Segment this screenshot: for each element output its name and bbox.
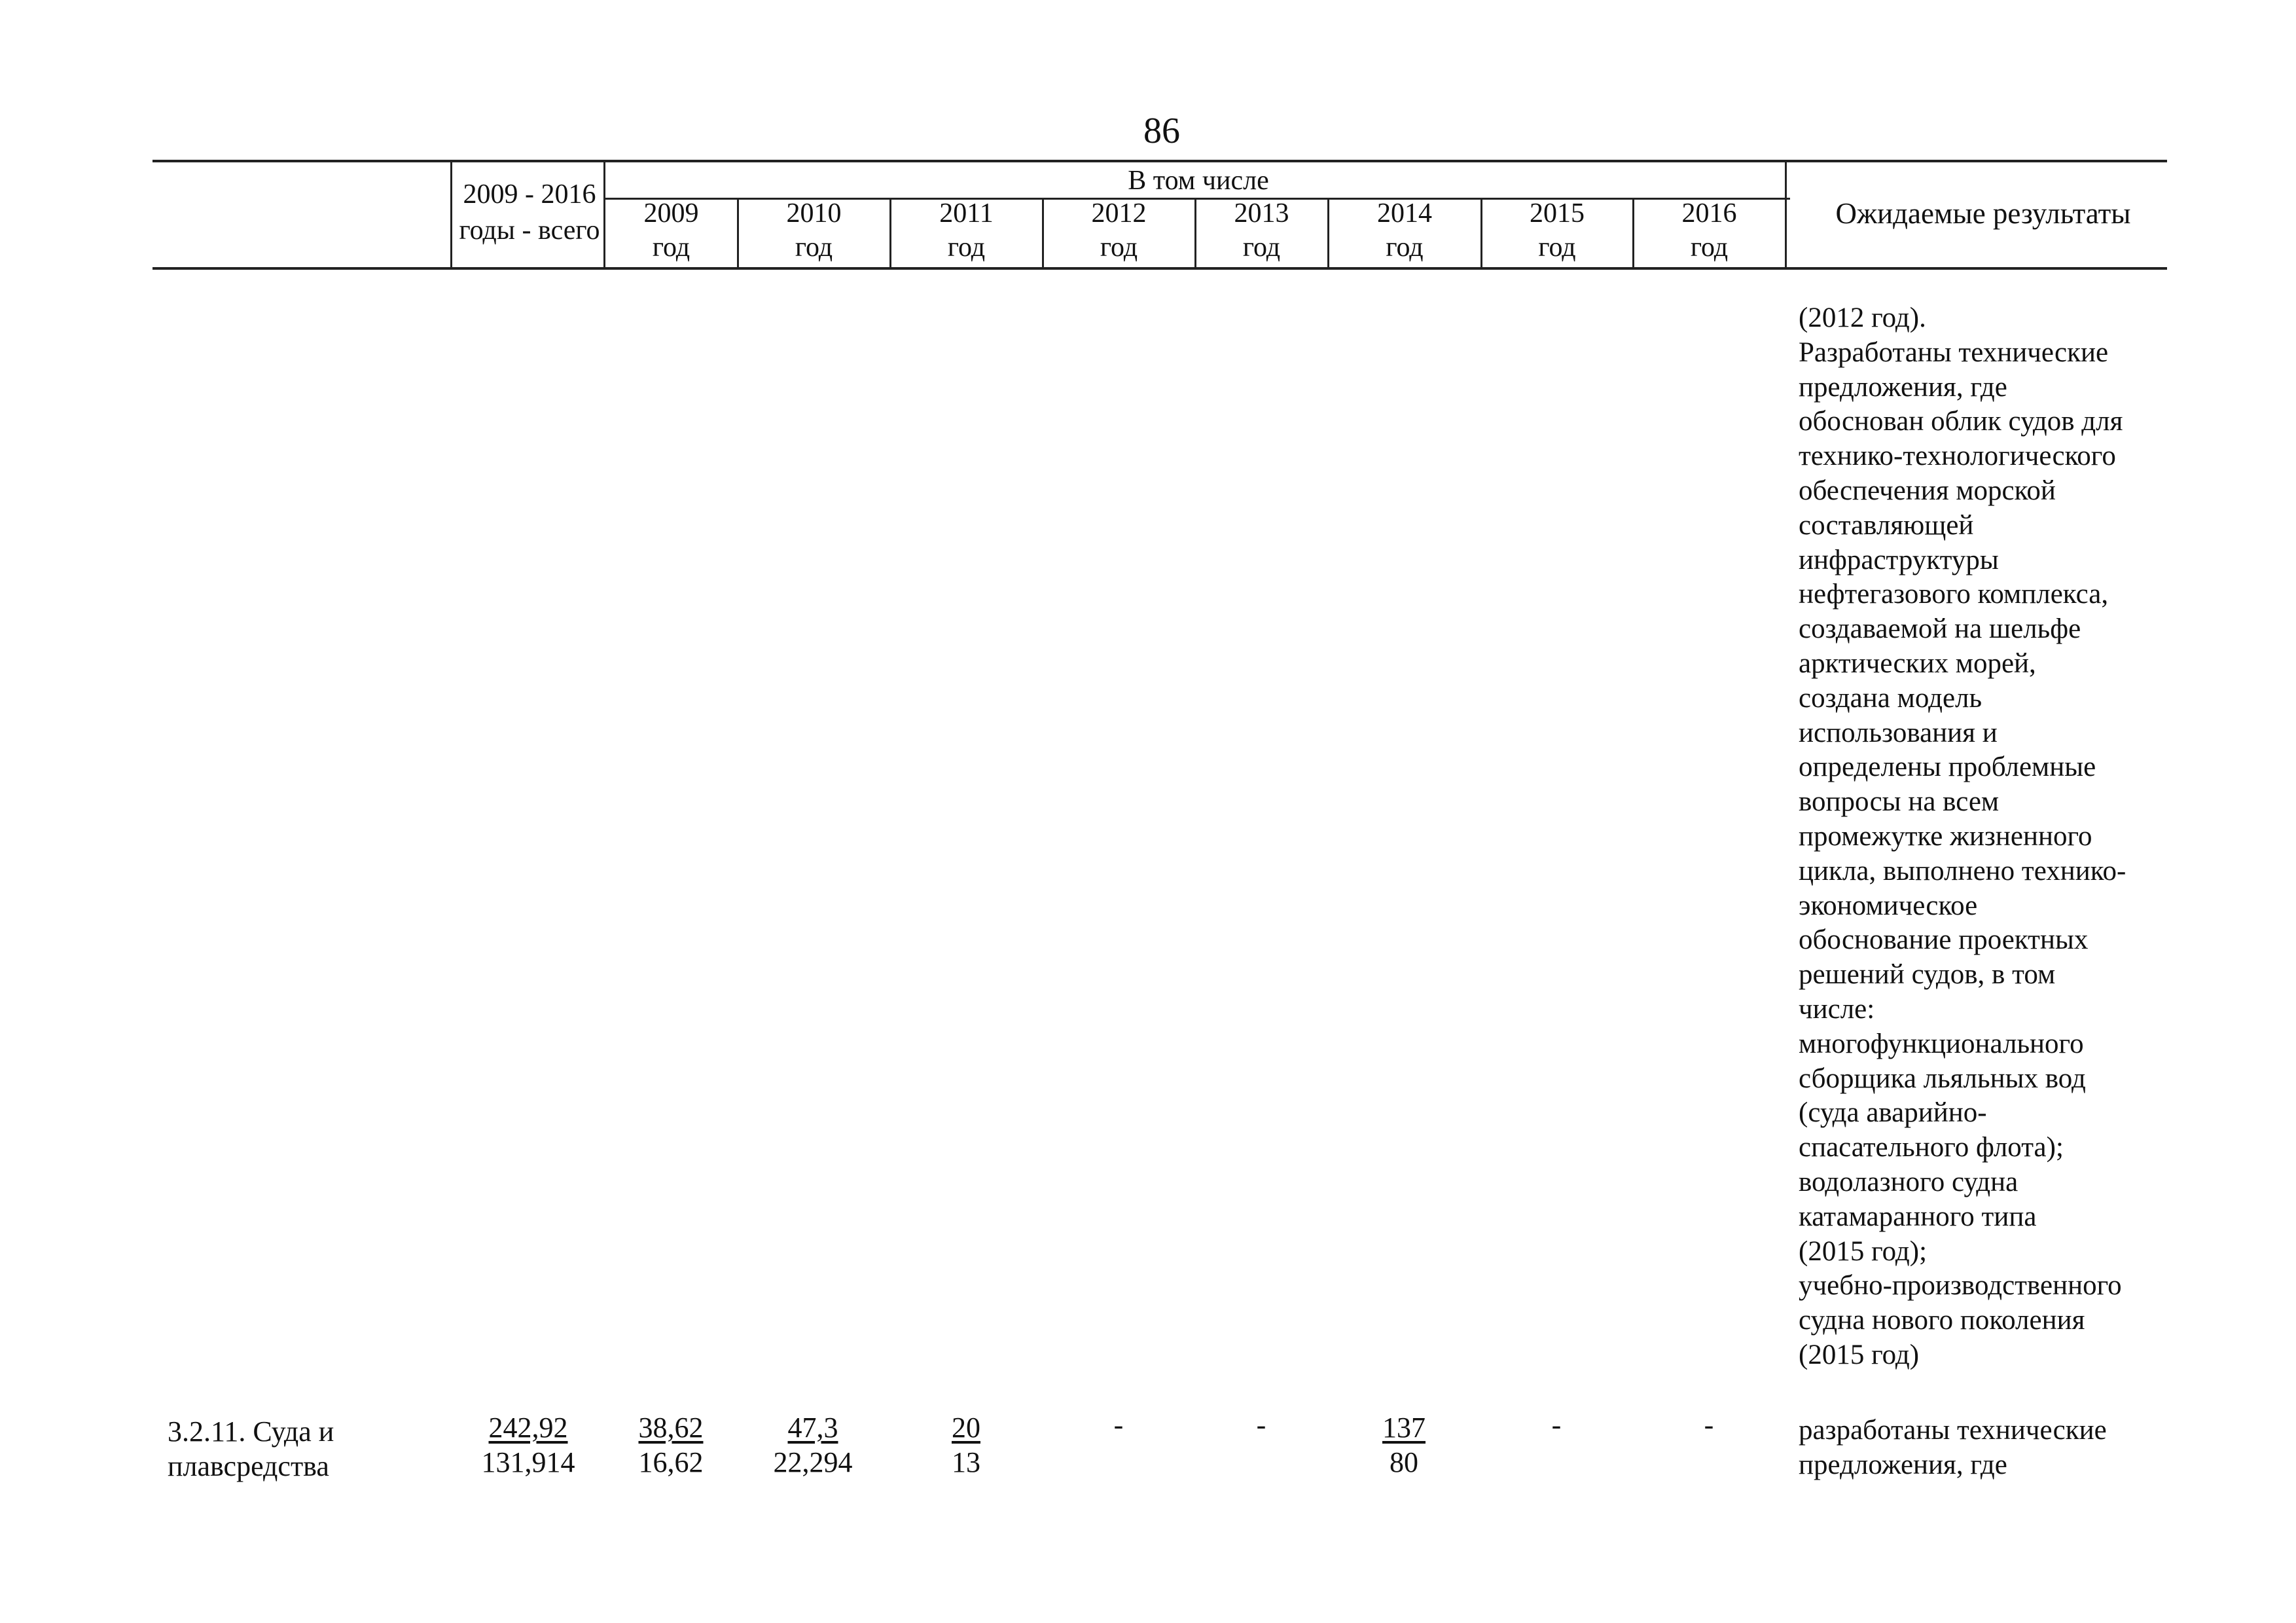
- year-unit: год: [652, 232, 691, 263]
- value-bottom: 22,294: [773, 1446, 853, 1478]
- year-unit: год: [1242, 232, 1281, 263]
- value-top: 242,92: [488, 1412, 568, 1444]
- year-header-2016: [1633, 196, 1785, 264]
- value-bottom: 131,914: [481, 1446, 575, 1478]
- year-header-2015: [1481, 196, 1633, 264]
- including-header: В том числе: [1128, 166, 1269, 196]
- year-unit: год: [1100, 232, 1138, 263]
- value-top: 47,3: [787, 1412, 838, 1444]
- year-unit: год: [947, 232, 986, 263]
- total-column-header: [452, 177, 607, 249]
- results-column-header: Ожидаемые результаты: [1835, 197, 2131, 230]
- row-label: 3.2.11. Суда и плавсредства: [168, 1415, 334, 1482]
- cell-2016: [1643, 1408, 1774, 1442]
- total-header-line1: 2009 - 2016: [463, 179, 596, 210]
- year-unit: год: [1386, 232, 1424, 263]
- year-label: 2015: [1530, 198, 1585, 228]
- cell-2015: [1491, 1408, 1622, 1442]
- value-top: -: [1704, 1409, 1714, 1441]
- year-header-2011: [890, 196, 1043, 264]
- year-header-2013: [1195, 196, 1328, 264]
- total-header-line2: годы - всего: [459, 215, 600, 246]
- year-header-2009: [605, 196, 738, 264]
- cell-2012: [1053, 1408, 1184, 1442]
- value-top: -: [1551, 1409, 1562, 1441]
- value-top: 20: [952, 1412, 980, 1444]
- value-top: 38,62: [638, 1412, 704, 1444]
- year-label: 2016: [1681, 198, 1737, 228]
- value-top: 137: [1382, 1412, 1426, 1444]
- continued-results-text: (2012 год). Разработаны технические предложения, где обоснован облик судов для технико-технологического обеспечения морской составляющей инфраструктуры нефтегазового комплекса, создаваемой на шельфе арктических морей, создана модель использования и определены проблемные вопросы на всем промежутке жизненного цикла, выполнено технико- экономическое обоснование проектных решений судов, в том числе: многофункционального сборщика льяльных вод (суда аварийно- спасательного флота); водолазного судна катамаранного типа (2015 год); учебно-производственного судна нового поколения (2015 год): [1799, 302, 2126, 1370]
- year-header-2010: [738, 196, 890, 264]
- year-header-2012: [1043, 196, 1195, 264]
- table-header-bottom-rule: [152, 267, 2167, 270]
- value-top: -: [1113, 1409, 1124, 1441]
- cell-total: [463, 1410, 594, 1480]
- year-label: 2014: [1377, 198, 1432, 228]
- year-label: 2010: [786, 198, 842, 228]
- value-bottom: 13: [952, 1446, 980, 1478]
- year-unit: год: [1690, 232, 1729, 263]
- value-bottom: 80: [1390, 1446, 1418, 1478]
- cell-2013: [1196, 1408, 1327, 1442]
- cell-2014: [1338, 1410, 1469, 1480]
- year-header-2014: [1328, 196, 1481, 264]
- year-label: 2009: [643, 198, 699, 228]
- page-number: 86: [1143, 111, 1180, 151]
- cell-2009: [605, 1410, 736, 1480]
- value-bottom: 16,62: [638, 1446, 704, 1478]
- year-label: 2012: [1091, 198, 1147, 228]
- year-label: 2013: [1234, 198, 1289, 228]
- cell-2011: [901, 1410, 1031, 1480]
- year-unit: год: [795, 232, 833, 263]
- table-top-rule: [152, 160, 2167, 162]
- cell-2010: [747, 1410, 878, 1480]
- year-label: 2011: [939, 198, 994, 228]
- year-unit: год: [1538, 232, 1576, 263]
- row-expected-result: разработаны технические предложения, где: [1799, 1415, 2107, 1480]
- value-top: -: [1256, 1409, 1266, 1441]
